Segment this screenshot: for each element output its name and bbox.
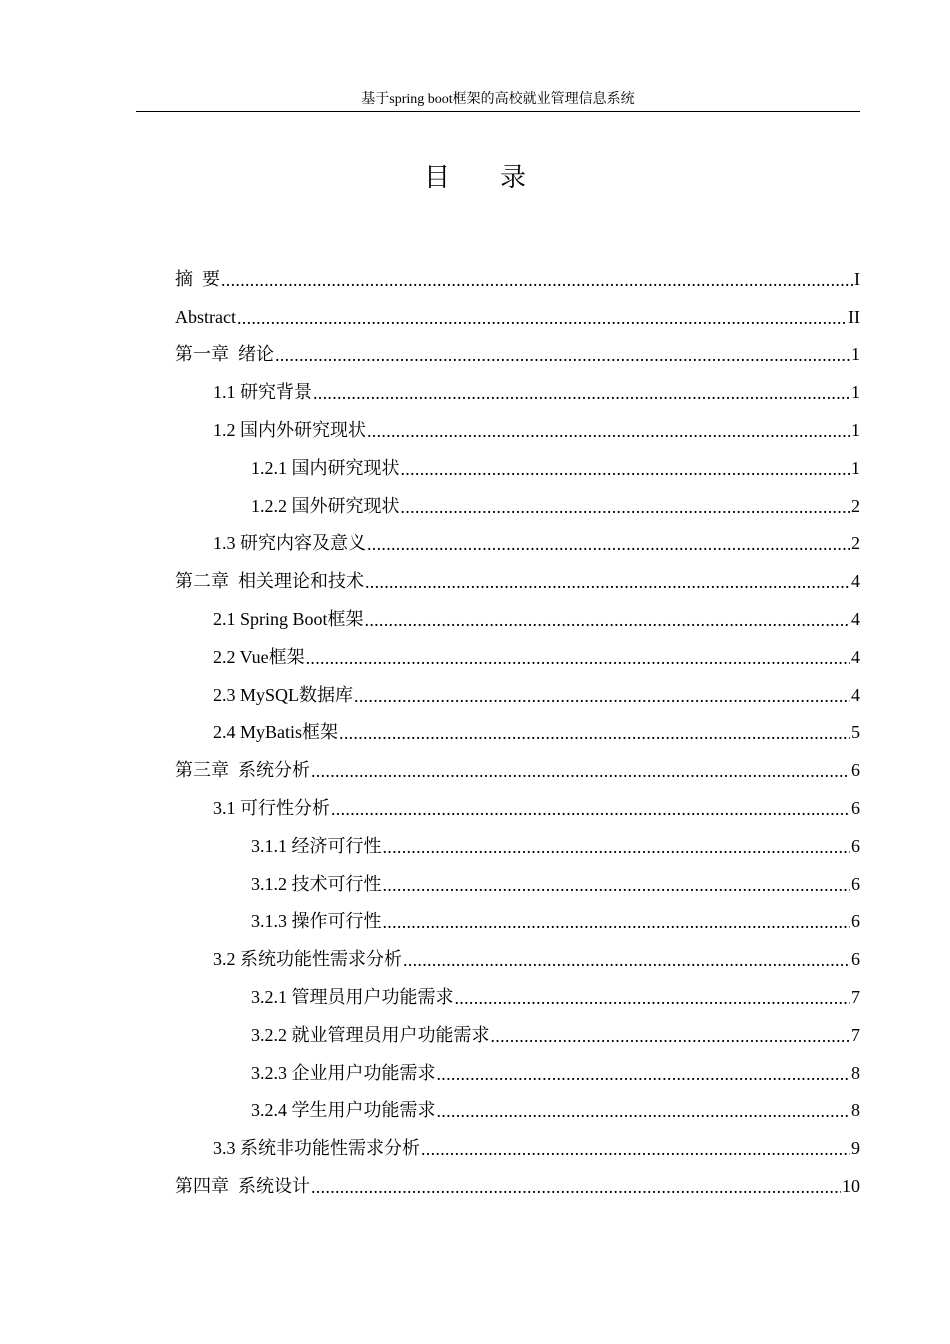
- toc-entry-page: 6: [851, 911, 860, 932]
- toc-dot-leader: [437, 1099, 851, 1123]
- toc-dot-leader: [365, 608, 850, 632]
- toc-dot-leader: [331, 797, 850, 821]
- toc-dot-leader: [421, 1137, 850, 1161]
- toc-entry-page: 1: [851, 420, 860, 441]
- toc-entry-page: 10: [842, 1176, 860, 1197]
- toc-entry[interactable]: [0, 676, 950, 714]
- toc-dot-leader: [383, 835, 851, 859]
- toc-entry[interactable]: [0, 638, 950, 676]
- toc-list: [0, 260, 950, 1205]
- toc-dot-leader: [401, 457, 851, 481]
- toc-entry-label: Abstract: [175, 306, 236, 327]
- toc-dot-leader: [237, 306, 847, 330]
- toc-title-char-2: 录: [500, 163, 527, 192]
- toc-entry[interactable]: [0, 789, 950, 827]
- toc-entry-page: 1: [851, 457, 860, 478]
- toc-dot-leader: [403, 948, 850, 972]
- toc-dot-leader: [313, 381, 850, 405]
- toc-entry[interactable]: [0, 260, 950, 298]
- toc-entry-page: 6: [851, 798, 860, 819]
- toc-entry-page: 2: [851, 495, 860, 516]
- toc-dot-leader: [275, 343, 850, 367]
- toc-entry[interactable]: [0, 411, 950, 449]
- toc-entry-label: 3.2.1 管理员用户功能需求: [251, 987, 454, 1008]
- toc-title-char-1: 目: [423, 163, 450, 192]
- toc-entry[interactable]: [0, 1092, 950, 1130]
- toc-entry-page: II: [848, 306, 860, 327]
- toc-entry-page: 1: [851, 382, 860, 403]
- toc-entry-page: 6: [851, 873, 860, 894]
- toc-entry[interactable]: [0, 751, 950, 789]
- toc-dot-leader: [383, 873, 851, 897]
- toc-entry-page: 7: [851, 987, 860, 1008]
- toc-entry-label: 3.2.4 学生用户功能需求: [251, 1100, 436, 1121]
- toc-entry[interactable]: [0, 827, 950, 865]
- toc-dot-leader: [367, 419, 850, 443]
- toc-dot-leader: [311, 1175, 841, 1199]
- toc-entry-page: 1: [851, 344, 860, 365]
- toc-dot-leader: [367, 532, 850, 556]
- toc-entry-page: 4: [851, 684, 860, 705]
- toc-entry-page: 4: [851, 609, 860, 630]
- toc-entry-page: 8: [851, 1100, 860, 1121]
- toc-entry-page: I: [854, 268, 860, 289]
- toc-dot-leader: [455, 986, 851, 1010]
- toc-entry-page: 9: [851, 1138, 860, 1159]
- toc-dot-leader: [311, 759, 850, 783]
- toc-dot-leader: [306, 646, 850, 670]
- toc-entry-label: 3.2 系统功能性需求分析: [213, 949, 402, 970]
- toc-entry-page: 7: [851, 1024, 860, 1045]
- toc-entry-label: 3.1.3 操作可行性: [251, 911, 382, 932]
- toc-entry-label: 3.1 可行性分析: [213, 798, 330, 819]
- toc-entry[interactable]: [0, 978, 950, 1016]
- toc-entry-page: 6: [851, 835, 860, 856]
- toc-entry-label: 3.3 系统非功能性需求分析: [213, 1138, 420, 1159]
- toc-entry[interactable]: [0, 903, 950, 941]
- toc-entry[interactable]: [0, 1167, 950, 1205]
- toc-entry-label: 1.2.1 国内研究现状: [251, 457, 400, 478]
- toc-entry[interactable]: [0, 298, 950, 336]
- toc-entry[interactable]: [0, 865, 950, 903]
- toc-entry-page: 6: [851, 949, 860, 970]
- running-header: 基于spring boot框架的高校就业管理信息系统: [136, 90, 860, 112]
- toc-entry[interactable]: [0, 1129, 950, 1167]
- toc-entry[interactable]: [0, 525, 950, 563]
- toc-entry[interactable]: [0, 600, 950, 638]
- toc-entry[interactable]: [0, 1016, 950, 1054]
- toc-dot-leader: [437, 1062, 851, 1086]
- toc-entry-label: 第二章 相关理论和技术: [175, 571, 364, 592]
- toc-entry-label: 2.4 MyBatis框架: [213, 722, 339, 743]
- toc-title: [0, 158, 950, 198]
- toc-entry-label: 1.3 研究内容及意义: [213, 533, 366, 554]
- toc-dot-leader: [354, 684, 850, 708]
- toc-entry[interactable]: [0, 562, 950, 600]
- toc-entry[interactable]: [0, 449, 950, 487]
- toc-entry-label: 1.1 研究背景: [213, 382, 312, 403]
- toc-entry-page: 4: [851, 646, 860, 667]
- toc-dot-leader: [365, 570, 850, 594]
- toc-entry-label: 3.1.1 经济可行性: [251, 835, 382, 856]
- toc-dot-leader: [383, 910, 851, 934]
- toc-entry-label: 2.1 Spring Boot框架: [213, 609, 364, 630]
- toc-entry-page: 2: [851, 533, 860, 554]
- toc-entry[interactable]: [0, 714, 950, 752]
- toc-entry-label: 第一章 绪论: [175, 344, 274, 365]
- toc-entry-label: 3.1.2 技术可行性: [251, 873, 382, 894]
- toc-entry-label: 2.2 Vue框架: [213, 646, 305, 667]
- toc-entry-label: 第三章 系统分析: [175, 760, 310, 781]
- toc-entry[interactable]: [0, 487, 950, 525]
- toc-entry-page: 8: [851, 1062, 860, 1083]
- toc-entry-page: 6: [851, 760, 860, 781]
- toc-entry[interactable]: [0, 940, 950, 978]
- toc-dot-leader: [401, 495, 851, 519]
- toc-entry-label: 2.3 MySQL数据库: [213, 684, 354, 705]
- toc-dot-leader: [221, 268, 853, 292]
- toc-entry[interactable]: [0, 373, 950, 411]
- toc-entry-page: 4: [851, 571, 860, 592]
- toc-entry[interactable]: [0, 336, 950, 374]
- toc-entry-label: 摘 要: [175, 268, 220, 289]
- toc-entry-label: 1.2.2 国外研究现状: [251, 495, 400, 516]
- toc-entry-label: 第四章 系统设计: [175, 1176, 310, 1197]
- toc-entry-page: 5: [851, 722, 860, 743]
- toc-entry-label: 3.2.2 就业管理员用户功能需求: [251, 1024, 490, 1045]
- toc-dot-leader: [491, 1024, 851, 1048]
- toc-dot-leader: [339, 721, 850, 745]
- toc-entry[interactable]: [0, 1054, 950, 1092]
- toc-entry-label: 1.2 国内外研究现状: [213, 420, 366, 441]
- toc-entry-label: 3.2.3 企业用户功能需求: [251, 1062, 436, 1083]
